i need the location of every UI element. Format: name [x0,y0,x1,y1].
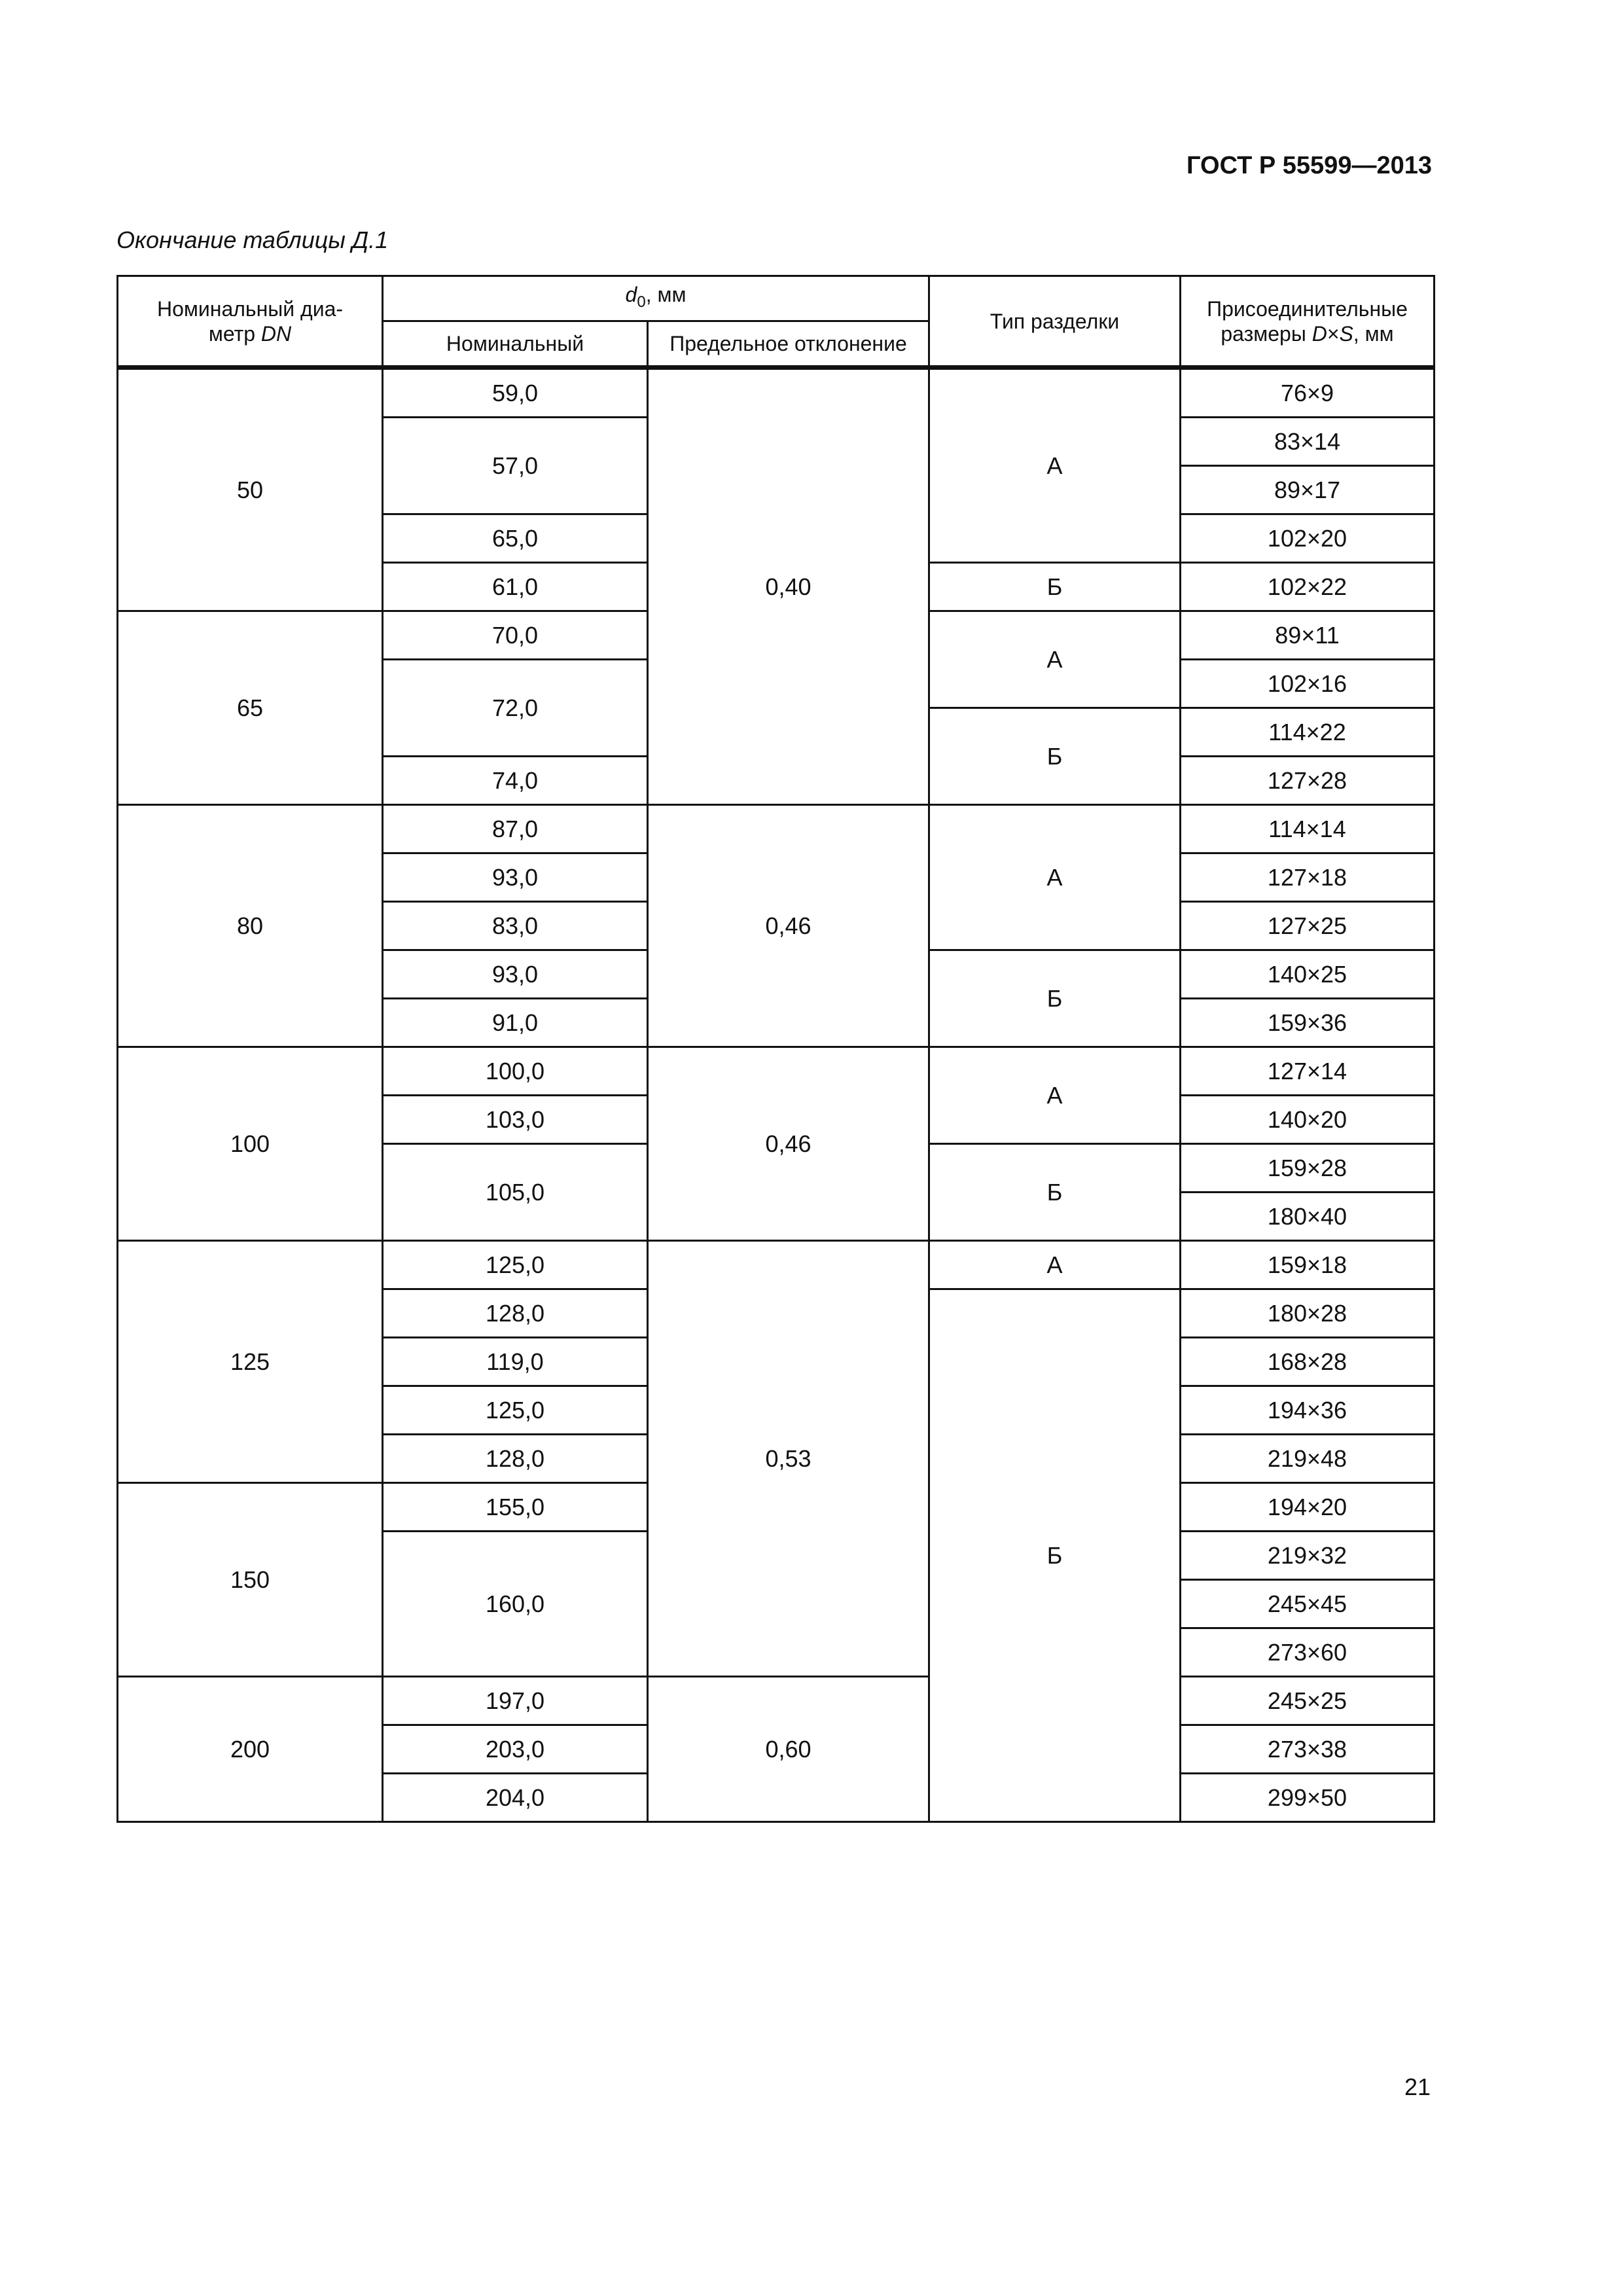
header-nominal: Номинальный [383,321,648,368]
nominal-cell: 125,0 [383,1241,648,1289]
type-cell: Б [929,708,1181,805]
type-cell: Б [929,1289,1181,1822]
dims-cell: 140×20 [1181,1096,1435,1144]
header-d0-subscript: 0 [637,293,646,311]
type-cell: Б [929,1144,1181,1241]
nominal-cell: 93,0 [383,853,648,902]
type-cell: А [929,611,1181,708]
nominal-cell: 125,0 [383,1386,648,1435]
dims-cell: 180×40 [1181,1193,1435,1241]
dims-cell: 168×28 [1181,1338,1435,1386]
page-number: 21 [1404,2073,1431,2100]
header-nominal-diameter [118,276,383,368]
dn-cell: 65 [118,611,383,805]
type-cell: А [929,368,1181,563]
nominal-cell: 128,0 [383,1289,648,1338]
nominal-cell: 70,0 [383,611,648,660]
dims-cell: 127×28 [1181,757,1435,805]
dn-cell: 200 [118,1677,383,1822]
header-dims-prefix: размеры [1221,321,1312,346]
deviation-cell: 0,60 [648,1677,929,1822]
nominal-cell: 57,0 [383,418,648,514]
dims-cell: 127×25 [1181,902,1435,950]
table-row [118,368,1435,418]
dn-cell: 150 [118,1483,383,1677]
nominal-cell: 119,0 [383,1338,648,1386]
dims-cell: 219×32 [1181,1532,1435,1580]
dims-cell: 89×17 [1181,466,1435,514]
dims-cell: 194×36 [1181,1386,1435,1435]
dn-cell: 100 [118,1047,383,1241]
deviation-cell: 0,40 [648,368,929,805]
header-dn-line1: Номинальный диа- [156,296,344,321]
document-code: ГОСТ Р 55599—2013 [1186,152,1432,179]
type-cell: А [929,805,1181,950]
table-row [118,1241,1435,1289]
dims-cell: 273×38 [1181,1725,1435,1774]
nominal-cell: 93,0 [383,950,648,999]
dims-cell: 102×22 [1181,563,1435,611]
table-row [118,805,1435,853]
nominal-cell: 203,0 [383,1725,648,1774]
dn-cell: 80 [118,805,383,1047]
nominal-cell: 87,0 [383,805,648,853]
header-d0-symbol: d [625,283,637,306]
header-dn-line2-prefix: метр [208,321,261,346]
dims-cell: 89×11 [1181,611,1435,660]
dims-cell: 140×25 [1181,950,1435,999]
nominal-cell: 72,0 [383,660,648,757]
deviation-cell: 0,46 [648,1047,929,1241]
nominal-cell: 83,0 [383,902,648,950]
type-cell: А [929,1047,1181,1144]
header-dims-suffix: , мм [1353,321,1394,346]
header-dims-x: × [1327,321,1340,346]
header-dn-symbol: DN [260,321,292,346]
dims-cell: 114×14 [1181,805,1435,853]
dn-cell: 50 [118,368,383,611]
nominal-cell: 74,0 [383,757,648,805]
dims-cell: 127×18 [1181,853,1435,902]
nominal-cell: 160,0 [383,1532,648,1677]
type-cell: А [929,1241,1181,1289]
dims-cell: 245×45 [1181,1580,1435,1628]
header-dims-s: S [1339,321,1353,346]
header-dims-line1: Присоединительные [1207,296,1408,321]
header-type: Тип разделки [929,276,1181,368]
nominal-cell: 65,0 [383,514,648,563]
nominal-cell: 128,0 [383,1435,648,1483]
dn-cell: 125 [118,1241,383,1483]
dims-cell: 273×60 [1181,1628,1435,1677]
dims-cell: 159×36 [1181,999,1435,1047]
dims-cell: 114×22 [1181,708,1435,757]
dims-cell: 159×28 [1181,1144,1435,1193]
header-d0-unit: , мм [645,283,687,306]
header-connection-dims [1181,276,1435,368]
nominal-cell: 100,0 [383,1047,648,1096]
dimensions-table [116,275,1435,1823]
dims-cell: 102×20 [1181,514,1435,563]
nominal-cell: 204,0 [383,1774,648,1822]
dims-cell: 180×28 [1181,1289,1435,1338]
header-dims-d: D [1311,321,1327,346]
nominal-cell: 197,0 [383,1677,648,1725]
nominal-cell: 155,0 [383,1483,648,1532]
dims-cell: 299×50 [1181,1774,1435,1822]
dims-cell: 83×14 [1181,418,1435,466]
dims-cell: 127×14 [1181,1047,1435,1096]
header-deviation: Предельное отклонение [648,321,929,368]
nominal-cell: 105,0 [383,1144,648,1241]
dims-cell: 159×18 [1181,1241,1435,1289]
type-cell: Б [929,563,1181,611]
nominal-cell: 103,0 [383,1096,648,1144]
deviation-cell: 0,46 [648,805,929,1047]
dims-cell: 219×48 [1181,1435,1435,1483]
dims-cell: 245×25 [1181,1677,1435,1725]
nominal-cell: 61,0 [383,563,648,611]
table-row [118,1677,1435,1725]
nominal-cell: 59,0 [383,368,648,418]
dims-cell: 194×20 [1181,1483,1435,1532]
deviation-cell: 0,53 [648,1241,929,1677]
dims-cell: 76×9 [1181,368,1435,418]
dims-cell: 102×16 [1181,660,1435,708]
table-row [118,1047,1435,1096]
nominal-cell: 91,0 [383,999,648,1047]
header-d0 [383,276,929,321]
table-caption: Окончание таблицы Д.1 [116,226,389,253]
type-cell: Б [929,950,1181,1047]
